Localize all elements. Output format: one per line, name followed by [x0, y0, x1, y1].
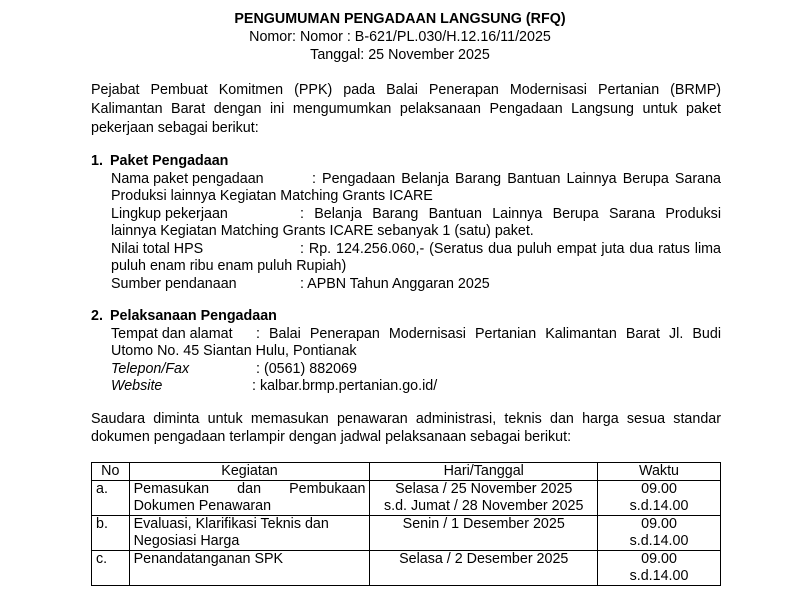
section-heading: [91, 308, 721, 326]
column-header-waktu: Waktu: [598, 463, 721, 481]
row-tanggal: [370, 481, 598, 516]
waktu-line: s.d.14.00: [629, 568, 689, 584]
kegiatan-line: Penandatanganan SPK: [133, 551, 284, 567]
field-value: : Belanja Barang Bantuan Lainnya Berupa Sarana Produksi lainnya Kegiatan Matching Grants ICARE sebanyak 1 (satu) paket.: [111, 205, 721, 239]
waktu-line: s.d.14.00: [629, 498, 689, 514]
field-label: Sumber pendanaan: [111, 275, 237, 292]
document-date: Tanggal: 25 November 2025: [310, 47, 490, 63]
tanggal-line: Senin / 1 Desember 2025: [402, 516, 565, 532]
tanggal-line: s.d. Jumat / 28 November 2025: [383, 498, 584, 514]
section-paket-pengadaan: [91, 153, 721, 293]
closing-paragraph: Saudara diminta untuk memasukan penawaran administrasi, teknis dan harga sesua standar dokumen pengadaan terlampir dengan jadwal pelaksanaan sebagai berikut:: [91, 411, 721, 445]
row-waktu: [598, 481, 721, 516]
waktu-line: s.d.14.00: [629, 533, 689, 549]
tanggal-line: Selasa / 25 November 2025: [395, 481, 573, 497]
field-website: [111, 378, 721, 396]
field-sumber-pendanaan: [111, 276, 721, 294]
field-label: Nama paket pengadaan: [111, 170, 264, 187]
row-tanggal: [370, 516, 598, 551]
row-kegiatan: [129, 516, 370, 551]
document-number: Nomor: Nomor : B-621/PL.030/H.12.16/11/2025: [249, 29, 551, 45]
document-title: PENGUMUMAN PENGADAAN LANGSUNG (RFQ): [234, 11, 566, 27]
waktu-line: 09.00: [641, 481, 677, 497]
field-label: Website: [111, 378, 163, 394]
row-number: a.: [92, 481, 130, 516]
waktu-line: 09.00: [641, 551, 677, 567]
section-title: Pelaksanaan Pengadaan: [110, 308, 277, 324]
table-row: [92, 516, 721, 551]
field-value: : (0561) 882069: [256, 360, 357, 377]
row-kegiatan: [129, 481, 370, 516]
section-pelaksanaan-pengadaan: [91, 308, 721, 396]
section-number: 2.: [91, 308, 103, 324]
row-tanggal: [370, 551, 598, 586]
field-nilai-hps: [111, 241, 721, 276]
kegiatan-line: Pemasukan dan Pembukaan: [133, 481, 366, 497]
field-label: Tempat dan alamat: [111, 325, 233, 342]
kegiatan-line: Evaluasi, Klarifikasi Teknis dan: [133, 516, 329, 532]
field-tempat-alamat: [111, 326, 721, 361]
row-number: b.: [92, 516, 130, 551]
field-label: Telepon/Fax: [111, 360, 190, 377]
section-number: 1.: [91, 153, 103, 169]
field-value: : Pengadaan Belanja Barang Bantuan Lainnya Berupa Sarana Produksi lainnya Kegiatan Matching Grants ICARE: [111, 170, 721, 204]
column-header-no: No: [92, 463, 130, 481]
table-row: [92, 481, 721, 516]
field-value: : kalbar.brmp.pertanian.go.id/: [252, 378, 438, 394]
intro-paragraph: Pejabat Pembuat Komitmen (PPK) pada Balai Penerapan Modernisasi Pertanian (BRMP) Kalimantan Barat dengan ini mengumumkan pelaksanaan Pengadaan Langsung untuk paket pekerjaan sebagai berikut:: [91, 82, 721, 136]
schedule-table: [91, 462, 721, 586]
field-lingkup-pekerjaan: [111, 206, 721, 241]
field-value: : Balai Penerapan Modernisasi Pertanian Kalimantan Barat Jl. Budi Utomo No. 45 Siantan Hulu, Pontianak: [111, 325, 721, 359]
row-number: c.: [92, 551, 130, 586]
section-title: Paket Pengadaan: [110, 153, 229, 169]
table-header-row: [92, 463, 721, 481]
column-header-kegiatan: Kegiatan: [129, 463, 370, 481]
kegiatan-line: Negosiasi Harga: [133, 533, 240, 549]
field-value: : APBN Tahun Anggaran 2025: [300, 275, 490, 292]
tanggal-line: Selasa / 2 Desember 2025: [399, 551, 569, 567]
column-header-tanggal: Hari/Tanggal: [370, 463, 598, 481]
document-header: [0, 10, 800, 64]
field-telepon-fax: [111, 361, 721, 379]
field-nama-paket: [111, 171, 721, 206]
section-heading: [91, 153, 721, 171]
row-kegiatan: [129, 551, 370, 586]
table-row: [92, 551, 721, 586]
waktu-line: 09.00: [641, 516, 677, 532]
field-value: : Rp. 124.256.060,- (Seratus dua puluh empat juta dua ratus lima puluh enam ribu enam puluh Rupiah): [111, 240, 721, 274]
field-label: Lingkup pekerjaan: [111, 205, 228, 222]
field-label: Nilai total HPS: [111, 240, 204, 257]
row-waktu: [598, 551, 721, 586]
row-waktu: [598, 516, 721, 551]
kegiatan-line: Dokumen Penawaran: [133, 498, 272, 514]
